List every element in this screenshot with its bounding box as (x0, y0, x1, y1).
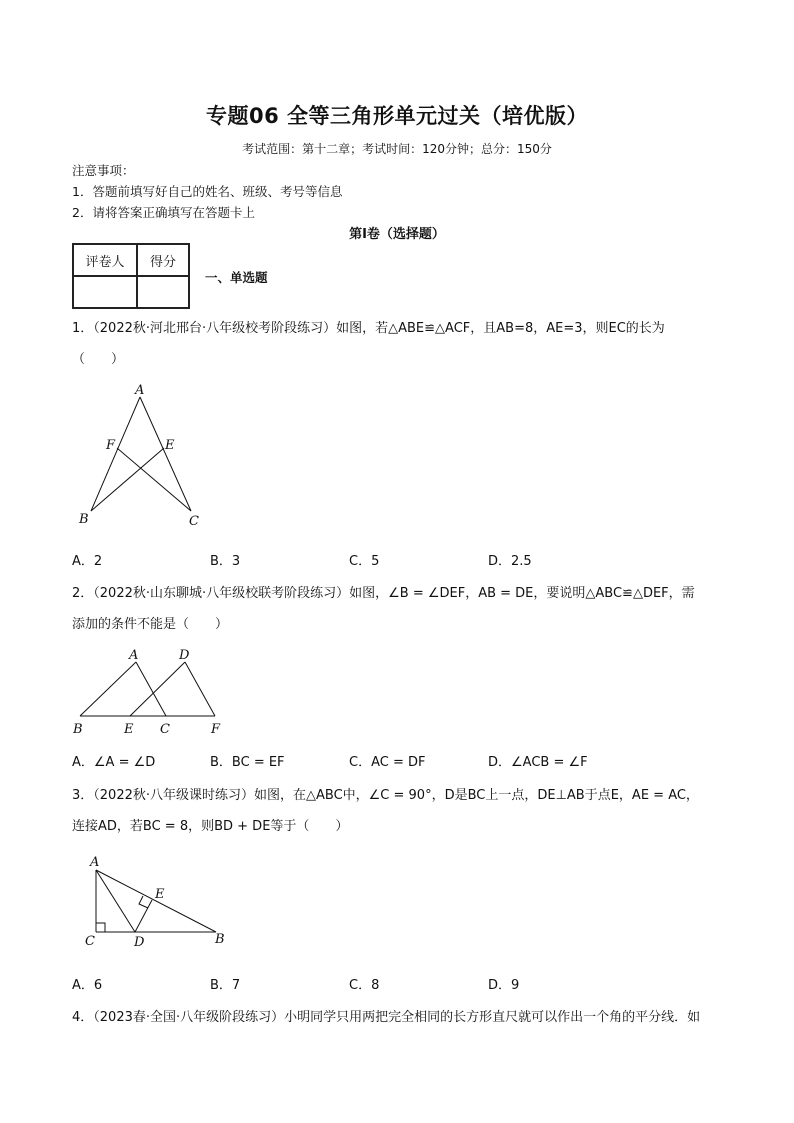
option-a[interactable]: A．6 (72, 978, 103, 993)
option-d[interactable]: D．∠ACB = ∠F (488, 755, 588, 770)
option-b[interactable]: B．3 (210, 554, 241, 569)
option-c[interactable]: C．5 (349, 554, 380, 569)
option-d[interactable]: D．9 (488, 978, 520, 993)
figure-label-e: E (124, 722, 134, 737)
score-header-score: 得分 (137, 244, 189, 276)
figure-label-b: B (73, 722, 83, 737)
note-item: 2．请将答案正确填写在答题卡上 (72, 205, 255, 220)
figure-label-f: F (106, 438, 116, 453)
question-2-text: 2．（2022秋·山东聊城·八年级校联考阶段练习）如图，∠B = ∠DEF，AB = DE，要说明△ABC≌△DEF，需 (72, 586, 695, 601)
score-cell[interactable] (137, 276, 189, 308)
figure-label-b: B (79, 512, 89, 527)
exam-info: 考试范围：第十二章；考试时间：120分钟；总分：150分 (242, 142, 552, 156)
question-1-figure (70, 380, 210, 530)
figure-label-d: D (179, 648, 190, 663)
question-4-text: 4．（2023春·全国·八年级阶段练习）小明同学只用两把完全相同的长方形直尺就可以作出一个角的平分线．如 (72, 1010, 701, 1025)
score-header-grader: 评卷人 (73, 244, 137, 276)
figure-label-d: D (134, 935, 145, 950)
question-3-figure (80, 850, 240, 950)
figure-label-f: F (211, 722, 221, 737)
figure-label-a: A (90, 855, 100, 870)
question-2-figure (70, 644, 240, 738)
option-d[interactable]: D．2.5 (488, 554, 532, 569)
volume-title: 第I卷（选择题） (349, 227, 445, 242)
score-table (72, 243, 190, 309)
option-c[interactable]: C．AC = DF (349, 755, 426, 770)
figure-label-c: C (160, 722, 170, 737)
question-3-text-cont: 连接AD，若BC = 8，则BD + DE等于（ ） (72, 819, 349, 834)
option-b[interactable]: B．BC = EF (210, 755, 285, 770)
option-b[interactable]: B．7 (210, 978, 241, 993)
page-title: 专题06 全等三角形单元过关（培优版） (205, 104, 589, 128)
section-title: 一、单选题 (205, 270, 268, 285)
option-a[interactable]: A．2 (72, 554, 103, 569)
figure-label-c: C (189, 514, 199, 529)
figure-label-e: E (155, 887, 165, 902)
note-item: 1．答题前填写好自己的姓名、班级、考号等信息 (72, 184, 343, 199)
figure-label-e: E (165, 438, 175, 453)
question-2-text-cont: 添加的条件不能是（ ） (72, 617, 229, 632)
question-3-text: 3．（2022秋·八年级课时练习）如图，在△ABC中，∠C = 90°，D是BC上一点，DE⊥AB于点E，AE = AC， (72, 788, 699, 803)
option-a[interactable]: A．∠A = ∠D (72, 755, 156, 770)
figure-label-b: B (215, 932, 225, 947)
figure-label-a: A (129, 648, 139, 663)
grader-cell[interactable] (73, 276, 137, 308)
notes-heading: 注意事项： (72, 163, 135, 178)
question-1-text-cont: （ ） (72, 352, 125, 367)
question-1-text: 1．（2022秋·河北邢台·八年级校考阶段练习）如图，若△ABE≌△ACF，且AB=8，AE=3，则EC的长为 (72, 321, 665, 336)
figure-label-a: A (135, 383, 145, 398)
option-c[interactable]: C．8 (349, 978, 380, 993)
figure-label-c: C (85, 934, 95, 949)
